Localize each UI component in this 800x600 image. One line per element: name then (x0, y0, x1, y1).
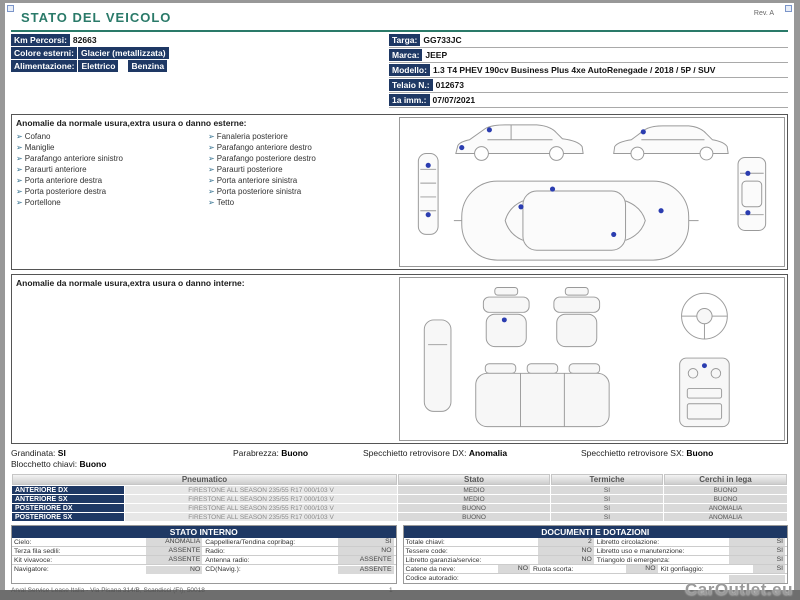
vehicle-info-left (11, 35, 389, 110)
tire-row-anteriore-dx (12, 486, 787, 494)
table-row (404, 565, 788, 574)
report-header (11, 7, 788, 32)
condition-parabrezza: Parabrezza: Buono (233, 448, 309, 458)
car-exterior-damage-diagram (400, 118, 784, 266)
tire-row-anteriore-sx (12, 495, 787, 503)
stato-interno-table (11, 525, 397, 584)
watermark: CarOutlet.eu (684, 580, 793, 599)
tire-description: FIRESTONE ALL SEASON 235/55 R17 000/103 V (125, 495, 397, 503)
field-value: JEEP (425, 50, 448, 60)
tire-stato: BUONO (398, 513, 550, 521)
tire-position: POSTERIORE DX (12, 504, 124, 512)
field-prima-immatricolazione (389, 95, 788, 108)
tire-table (11, 473, 788, 522)
field-label: Alimentazione: (11, 60, 77, 72)
field-value: 012673 (435, 80, 464, 90)
field-value: GG733JC (423, 35, 462, 45)
row-value: NO (538, 556, 594, 564)
fuel-option-petrol: Benzina (128, 60, 167, 72)
row-label: Antenna radio: (205, 556, 250, 564)
arrow-bullet-icon: ➢ (208, 176, 215, 185)
field-marca (389, 50, 788, 63)
conditions-section (11, 448, 788, 473)
row-label: Ruota scorta: (533, 565, 574, 573)
row-label: Cappelliera/Tendina copribag: (205, 538, 296, 546)
tire-termiche: SI (551, 504, 663, 512)
tire-row-posteriore-sx (12, 513, 787, 521)
table-row (12, 565, 396, 574)
tire-termiche: SI (551, 513, 663, 521)
arrow-bullet-icon: ➢ (208, 187, 215, 196)
tire-description: FIRESTONE ALL SEASON 235/55 R17 000/103 V (125, 486, 397, 494)
page-title: STATO DEL VEICOLO (21, 10, 172, 25)
row-value: NO (146, 566, 202, 574)
field-value: Glacier (metallizzata) (78, 47, 169, 59)
anomaly-item: ➢ Porta anteriore sinistra (208, 176, 298, 185)
field-value: 1.3 T4 PHEV 190cv Business Plus 4xe AutoRenegade / 2018 / 5P / SUV (432, 65, 716, 75)
tire-table-header (12, 474, 787, 485)
anomaly-list-left (16, 131, 208, 208)
documenti-dotazioni-table (403, 525, 789, 584)
row-value: ASSENTE (338, 566, 394, 574)
tire-cerchi: BUONO (664, 495, 787, 503)
anomaly-item: ➢ Tetto (208, 198, 235, 207)
table-title: DOCUMENTI E DOTAZIONI (404, 526, 788, 538)
anomaly-item: ➢ Fanaleria posteriore (208, 132, 288, 141)
tire-row-posteriore-dx (12, 504, 787, 512)
row-value: NO (498, 565, 530, 573)
table-row (12, 538, 396, 547)
arrow-bullet-icon: ➢ (208, 132, 215, 141)
tire-cerchi: ANOMALIA (664, 513, 787, 521)
field-targa (389, 35, 788, 48)
row-value: ASSENTE (146, 547, 202, 555)
field-label: 1a imm.: (389, 94, 430, 106)
row-value: NO (538, 547, 594, 555)
row-label: Totale chiavi: (405, 538, 445, 546)
row-label: Radio: (205, 547, 225, 555)
row-value: SI (338, 538, 394, 546)
field-label: Km Percorsi: (11, 34, 70, 46)
tire-stato: BUONO (398, 504, 550, 512)
field-telaio (389, 80, 788, 93)
anomaly-list-right (208, 131, 400, 208)
field-colore-esterni (11, 48, 389, 59)
anomaly-item: ➢ Parafango anteriore sinistro (16, 154, 123, 163)
internal-anomalies-box (11, 274, 788, 444)
field-label: Colore esterni: (11, 47, 77, 59)
table-row (404, 547, 788, 556)
row-value: SI (753, 565, 785, 573)
row-label: Libretto garanzia/service: (405, 556, 482, 564)
field-modello (389, 65, 788, 78)
table-row (12, 556, 396, 565)
row-value: 2 (538, 538, 594, 546)
anomaly-item: ➢ Paraurti anteriore (16, 165, 87, 174)
row-value: NO (338, 547, 394, 555)
condition-specchietto-sx: Specchietto retrovisore SX: Buono (581, 448, 714, 458)
exterior-diagram-panel (399, 117, 785, 267)
anomaly-item: ➢ Porta anteriore destra (16, 176, 103, 185)
page-number: 1 (389, 587, 393, 594)
condition-blocchetto-chiavi: Blocchetto chiavi: Buono (11, 459, 107, 469)
tire-col-termiche: Termiche (551, 474, 663, 485)
condition-grandinata: Grandinata: SI (11, 448, 66, 458)
row-label: Cielo: (14, 538, 32, 546)
tire-termiche: SI (551, 486, 663, 494)
conditions-row-1 (11, 449, 788, 458)
anomaly-item: ➢ Maniglie (16, 143, 55, 152)
row-label: CD(Navig.): (205, 566, 241, 573)
external-anomalies-box (11, 114, 788, 270)
section-title: Anomalie da normale usura,extra usura o danno interne: (16, 278, 245, 288)
row-value: ASSENTE (146, 556, 202, 564)
field-label: Modello: (389, 64, 430, 76)
row-value: SI (729, 538, 785, 546)
conditions-row-2 (11, 460, 788, 469)
footer-company: Arval Service Lease Italia - Via Pisana 314/B, Scandicci (FI), 50018 (11, 587, 205, 594)
row-label: Kit vivavoce: (14, 556, 53, 564)
field-value: 82663 (72, 35, 97, 45)
row-label: Libretto circolazione: (596, 538, 660, 546)
field-value: 07/07/2021 (432, 95, 476, 105)
tire-description: FIRESTONE ALL SEASON 235/55 R17 000/103 V (125, 504, 397, 512)
arrow-bullet-icon: ➢ (208, 154, 215, 163)
arrow-bullet-icon: ➢ (16, 198, 23, 207)
anomaly-item: ➢ Paraurti posteriore (208, 165, 283, 174)
vehicle-info-section (11, 35, 788, 110)
row-label: Tessere code: (405, 547, 448, 555)
row-value: ANOMALIA (146, 538, 202, 546)
anomaly-item: ➢ Porta posteriore destra (16, 187, 107, 196)
anomaly-item: ➢ Parafango posteriore destro (208, 154, 316, 163)
tire-description: FIRESTONE ALL SEASON 235/55 R17 000/103 V (125, 513, 397, 521)
arrow-bullet-icon: ➢ (16, 187, 23, 196)
arrow-bullet-icon: ➢ (16, 176, 23, 185)
bottom-tables (11, 525, 788, 584)
tire-termiche: SI (551, 495, 663, 503)
tire-stato: MEDIO (398, 486, 550, 494)
interior-diagram-panel (399, 277, 785, 441)
arrow-bullet-icon: ➢ (16, 143, 23, 152)
vehicle-info-right (389, 35, 788, 110)
anomaly-item: ➢ Portellone (16, 198, 61, 207)
field-label: Marca: (389, 49, 422, 61)
row-label: Terza fila sedili: (14, 547, 61, 555)
arrow-bullet-icon: ➢ (208, 165, 215, 174)
tire-stato: MEDIO (398, 495, 550, 503)
arrow-bullet-icon: ➢ (208, 143, 215, 152)
row-value: SI (729, 556, 785, 564)
car-interior-damage-diagram (400, 278, 784, 440)
tire-position: POSTERIORE SX (12, 513, 124, 521)
tire-position: ANTERIORE DX (12, 486, 124, 494)
row-label: Triangolo di emergenza: (596, 556, 670, 564)
table-row (12, 547, 396, 556)
row-value: ASSENTE (338, 556, 394, 564)
fuel-option-electric: Elettrico (78, 60, 118, 72)
field-km-percorsi (11, 35, 389, 46)
tire-cerchi: BUONO (664, 486, 787, 494)
section-title: Anomalie da normale usura,extra usura o danno esterne: (16, 118, 247, 128)
damage-markers (502, 317, 707, 368)
table-title: STATO INTERNO (12, 526, 396, 538)
row-value: NO (626, 565, 658, 573)
vehicle-status-report-page (5, 3, 794, 594)
condition-specchietto-dx: Specchietto retrovisore DX: Anomalia (363, 448, 508, 458)
field-alimentazione (11, 61, 389, 72)
row-label: Libretto uso e manutenzione: (596, 547, 685, 555)
table-row (404, 538, 788, 547)
tire-cerchi: ANOMALIA (664, 504, 787, 512)
table-row (404, 556, 788, 565)
arrow-bullet-icon: ➢ (16, 154, 23, 163)
tire-col-stato: Stato (398, 474, 550, 485)
row-label: Navigatore: (14, 566, 49, 573)
anomaly-item: ➢ Cofano (16, 132, 51, 141)
anomaly-item: ➢ Porta posteriore sinistra (208, 187, 302, 196)
arrow-bullet-icon: ➢ (16, 165, 23, 174)
row-value: SI (729, 547, 785, 555)
report-footer (11, 587, 788, 594)
field-label: Telaio N.: (389, 79, 433, 91)
tire-col-pneumatico: Pneumatico (12, 474, 397, 485)
row-label: Catene da neve: (405, 565, 456, 573)
anomaly-item: ➢ Parafango anteriore destro (208, 143, 312, 152)
tire-position: ANTERIORE SX (12, 495, 124, 503)
arrow-bullet-icon: ➢ (208, 198, 215, 207)
row-label: Kit gonfiaggio: (660, 565, 704, 573)
tire-col-cerchi: Cerchi in lega (664, 474, 787, 485)
revision-label: Rev. A (753, 10, 774, 17)
arrow-bullet-icon: ➢ (16, 132, 23, 141)
field-label: Targa: (389, 34, 420, 46)
row-label: Codice autoradio: (405, 575, 459, 582)
